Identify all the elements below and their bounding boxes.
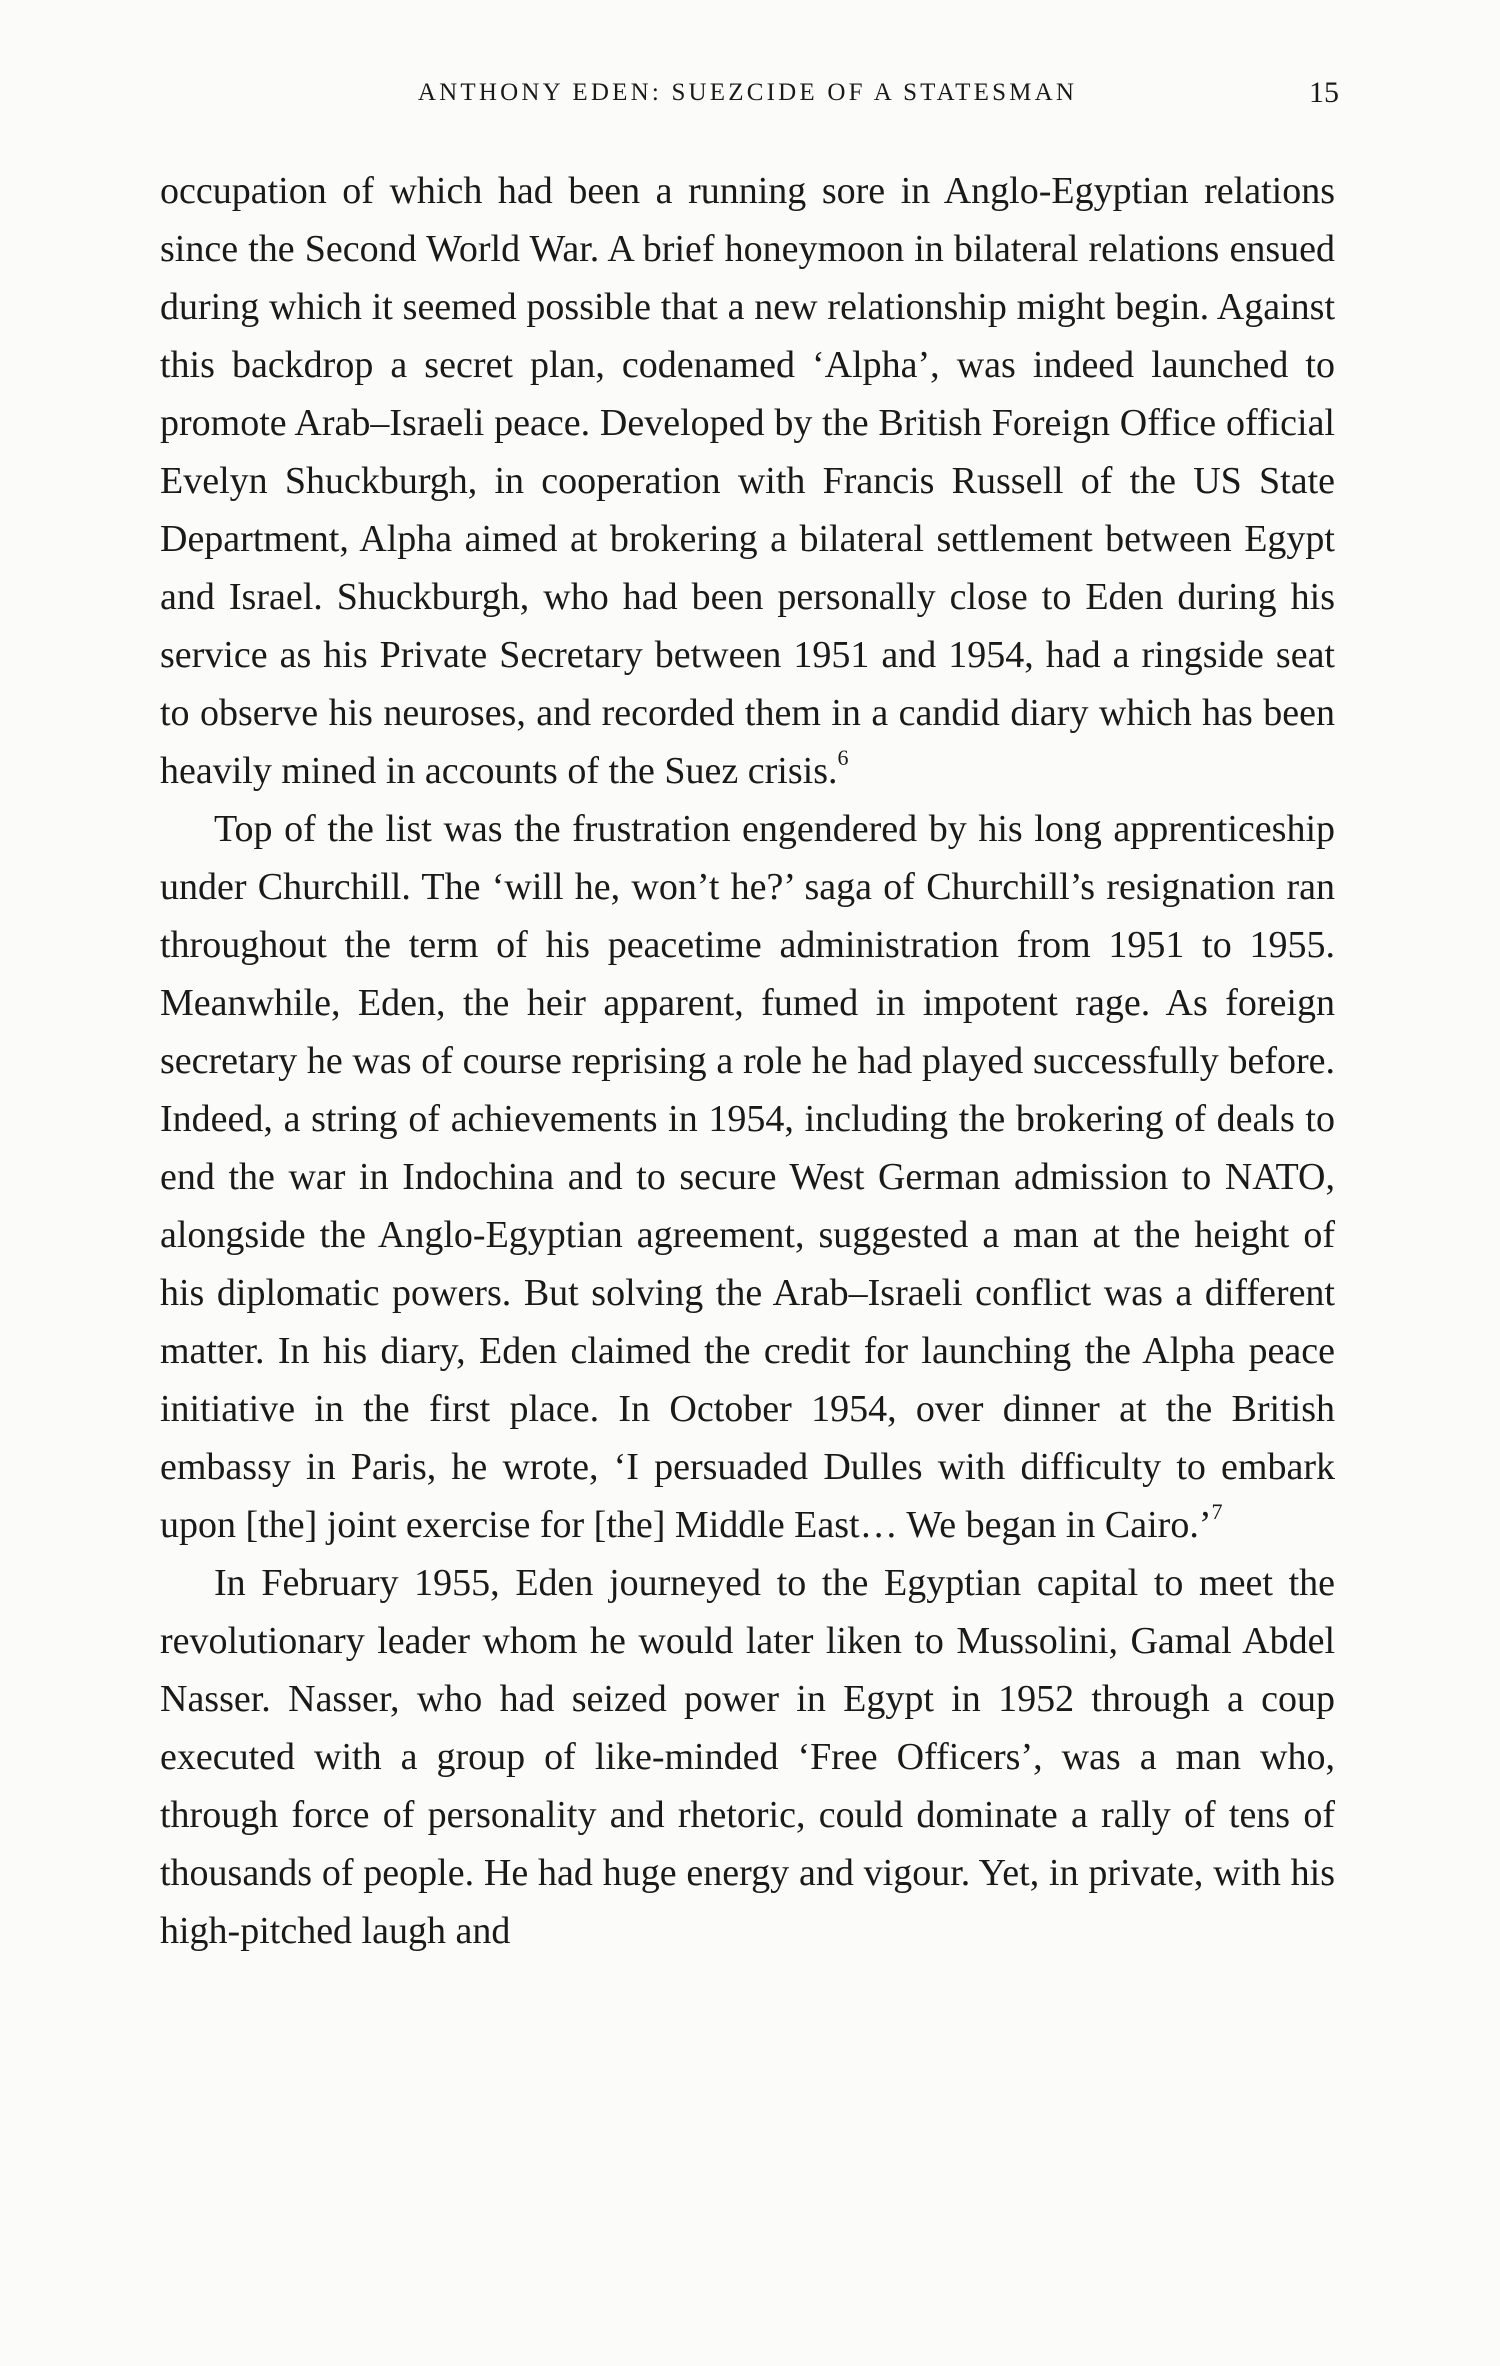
paragraph-1: [160, 162, 1335, 800]
paragraph-text: occupation of which had been a running sore in Anglo-Egyptian relations since the Second World War. A brief honeymoon in bilateral relations ensued during which it seemed possible that a new relationship might begin. Against this backdrop a secret plan, codenamed ‘Alpha’, was indeed launched to promote Arab–Israeli peace. Developed by the British Foreign Office official Evelyn Shuckburgh, in cooperation with Francis Russell of the US State Department, Alpha aimed at brokering a bilateral settlement between Egypt and Israel. Shuckburgh, who had been personally close to Eden during his service as his Private Secretary between 1951 and 1954, had a ringside seat to observe his neuroses, and recorded them in a candid diary which has been heavily mined in accounts of the Suez crisis.: [160, 170, 1335, 792]
paragraph-2: [160, 800, 1335, 1554]
paragraph-text: In February 1955, Eden journeyed to the Egyptian capital to meet the revolutionary leader whom he would later liken to Mussolini, Gamal Abdel Nasser. Nasser, who had seized power in Egypt in 1952 through a coup executed with a group of like-minded ‘Free Officers’, was a man who, through force of personality and rhetoric, could dominate a rally of tens of thousands of people. He had huge energy and vigour. Yet, in private, with his high-pitched laugh and: [160, 1562, 1335, 1952]
page-number: 15: [1309, 76, 1339, 109]
paragraph-text: Top of the list was the frustration engendered by his long apprenticeship under Churchill. The ‘will he, won’t he?’ saga of Churchill’s resignation ran throughout the term of his peacetime administration from 1951 to 1955. Meanwhile, Eden, the heir apparent, fumed in impotent rage. As foreign secretary he was of course reprising a role he had played successfully before. Indeed, a string of achievements in 1954, including the brokering of deals to end the war in Indochina and to secure West German admission to NATO, alongside the Anglo-Egyptian agreement, suggested a man at the height of his diplomatic powers. But solving the Arab–Israeli conflict was a different matter. In his diary, Eden claimed the credit for launching the Alpha peace initiative in the first place. In October 1954, over dinner at the British embassy in Paris, he wrote, ‘I persuaded Dulles with difficulty to embark upon [the] joint exercise for [the] Middle East… We began in Cairo.’: [160, 808, 1335, 1546]
footnote-ref-6: 6: [837, 745, 849, 770]
running-title: ANTHONY EDEN: SUEZCIDE OF A STATESMAN: [417, 79, 1078, 106]
running-head: [160, 76, 1339, 118]
body-text: [160, 162, 1335, 1960]
footnote-ref-7: 7: [1211, 1499, 1223, 1524]
paragraph-3: [160, 1554, 1335, 1960]
